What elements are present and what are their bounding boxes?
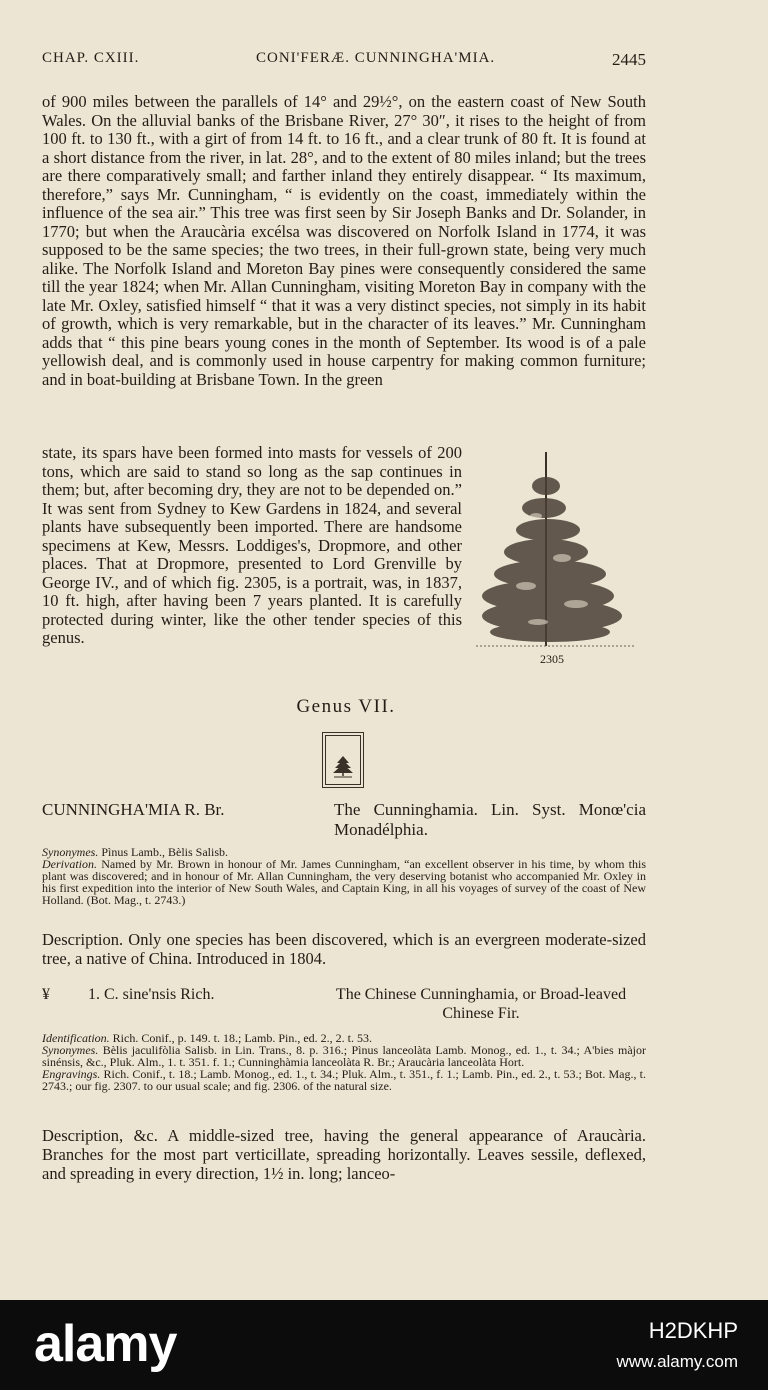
tree-illustration <box>466 446 642 660</box>
derivation-label: Derivation. <box>42 857 97 871</box>
image-id: H2DKHP <box>648 1318 738 1343</box>
derivation-text: Named by Mr. Brown in honour of Mr. James Cunningham, “an excellent observer in his time, by whom this plant was discovered; and in honour of Mr. Allan Cunningham, the very deserving botanist who accompanied Mr. Oxley in his first expedition into the interior of New South Wales, and Captain King, in all his voyages of survey of the coast of New Holland. (Bot. Mag., t. 2743.) <box>42 857 646 907</box>
identification-label: Identification. <box>42 1031 110 1045</box>
synonymes-text: Pìnus Lamb., Bèlis Salisb. <box>101 845 229 859</box>
genus-notes <box>42 846 646 906</box>
page-number: 2445 <box>612 50 646 69</box>
main-paragraph <box>42 93 646 389</box>
species-name: 1. C. sine'nsis Rich. <box>88 986 215 1003</box>
species-common-name: The Chinese Cunninghamia, or Broad-leaved Chinese Fir. <box>335 986 627 1022</box>
genus-description: Description. Only one species has been discovered, which is an evergreen moderate-sized tree, a native of China. Introduced in 1804. <box>42 930 646 968</box>
running-title: CONI'FERÆ. CUNNINGHA'MIA. <box>256 50 496 66</box>
engravings-label: Engravings. <box>42 1067 101 1081</box>
engravings-text: Rich. Conif., t. 18.; Lamb. Monog., ed. 1., t. 34.; Pluk. Alm., t. 351., f. 1.; Lamb. Pin., ed. 2., t. 53.; Bot. Mag., t. 2743.; our fig. 2307. to our usual scale; and fig. 2306. of the natural size. <box>42 1067 647 1093</box>
synonymes-label-2: Synonymes. <box>42 1043 99 1057</box>
figure-number: 2305 <box>540 652 564 666</box>
watermark-footer <box>0 1300 768 1390</box>
conifer-symbol-box <box>322 732 364 788</box>
paragraph-text: of 900 miles between the parallels of 14° and 29½°, on the eastern coast of New South Wales. On the alluvial banks of the Brisbane River, 27° 30″, it rises to the height of from 100 ft. to 130 ft., with a girt of from 14 ft. to 16 ft., and a clear trunk of 80 ft. It is found at a short distance from the river, in lat. 28°, and to the extent of 80 miles inland; but the trees are there comparatively small; and farther inland they entirely disappear. “ Its maximum, therefore,” says Mr. Cunningham, “ is evidently on the coast, immediately within the influence of the sea air.” This tree was first seen by Sir Joseph Banks and Dr. Solander, in 1770; but when the Araucària excélsa was discovered on Norfolk Island in 1774, it was supposed to be the same species; the two trees, in their full-grown state, being very much alike. The Norfolk Island and Moreton Bay pines were consequently considered the same till the year 1824; when Mr. Allan Cunningham, visiting Moreton Bay in company with the late Mr. Oxley, satisfied himself “ that it was a very distinct species, not simply in its habit of growth, which is very remarkable, but in the character of its leaves.” Mr. Cunningham adds that “ this pine bears young cones in the month of September. Its wood is of a pale yellowish deal, and is commonly used in house carpentry for making common furniture; and in boat-building at Brisbane Town. In the green <box>42 92 646 389</box>
identification-text: Rich. Conif., p. 149. t. 18.; Lamb. Pin., ed. 2., 2. t. 53. <box>112 1031 372 1045</box>
conifer-icon <box>326 736 360 784</box>
synonymes-label: Synonymes. <box>42 845 99 859</box>
genus-name: CUNNINGHA'MIA R. Br. <box>42 800 225 819</box>
genus-common-name: The Cunninghamia. Lin. Syst. Monœ'cia Monadélphia. <box>334 800 646 839</box>
footer-url[interactable]: www.alamy.com <box>616 1352 738 1371</box>
species-heading <box>42 985 646 1022</box>
genus-title: Genus VII. <box>296 696 396 717</box>
wrapped-paragraph <box>42 444 462 648</box>
alamy-logo: alamy <box>34 1315 177 1373</box>
species-notes <box>42 1032 646 1092</box>
species-description: Description, &c. A middle-sized tree, having the general appearance of Araucària. Branches for the most part verticillate, spreading horizontally. Leaves sessile, deflexed, and spreading in every direction, 1½ in. long; lanceo- <box>42 1126 646 1183</box>
chapter-label: CHAP. CXIII. <box>42 50 140 66</box>
synonymes-text-2: Bèlis jaculifòlia Salisb. in Lin. Trans., 8. p. 316.; Pìnus lanceolàta Lamb. Monog., ed. 1., t. 34.; A'bies màjor sinénsis, &c., Pluk. Alm., 1. t. 351. f. 1.; Cunninghàmia lanceolàta R. Br.; Araucària lanceolàta Hort. <box>42 1043 647 1069</box>
paragraph-text-narrow: state, its spars have been formed into masts for vessels of 200 tons, which are said to stand so long as the sap continues in them; but, after becoming dry, they are not to be depended on.” It was sent from Sydney to Kew Gardens in 1824, and several plants have subsequently been imported. There are handsome specimens at Kew, Messrs. Loddiges's, Dropmore, and other places. That at Dropmore, presented to Lord Grenville by George IV., and of which fig. 2305, is a portrait, was, in 1837, 10 ft. high, after having been 7 years planted. It is carefully protected during winter, like the other tender species of this genus. <box>42 443 462 647</box>
species-mark: ¥ <box>42 986 50 1003</box>
